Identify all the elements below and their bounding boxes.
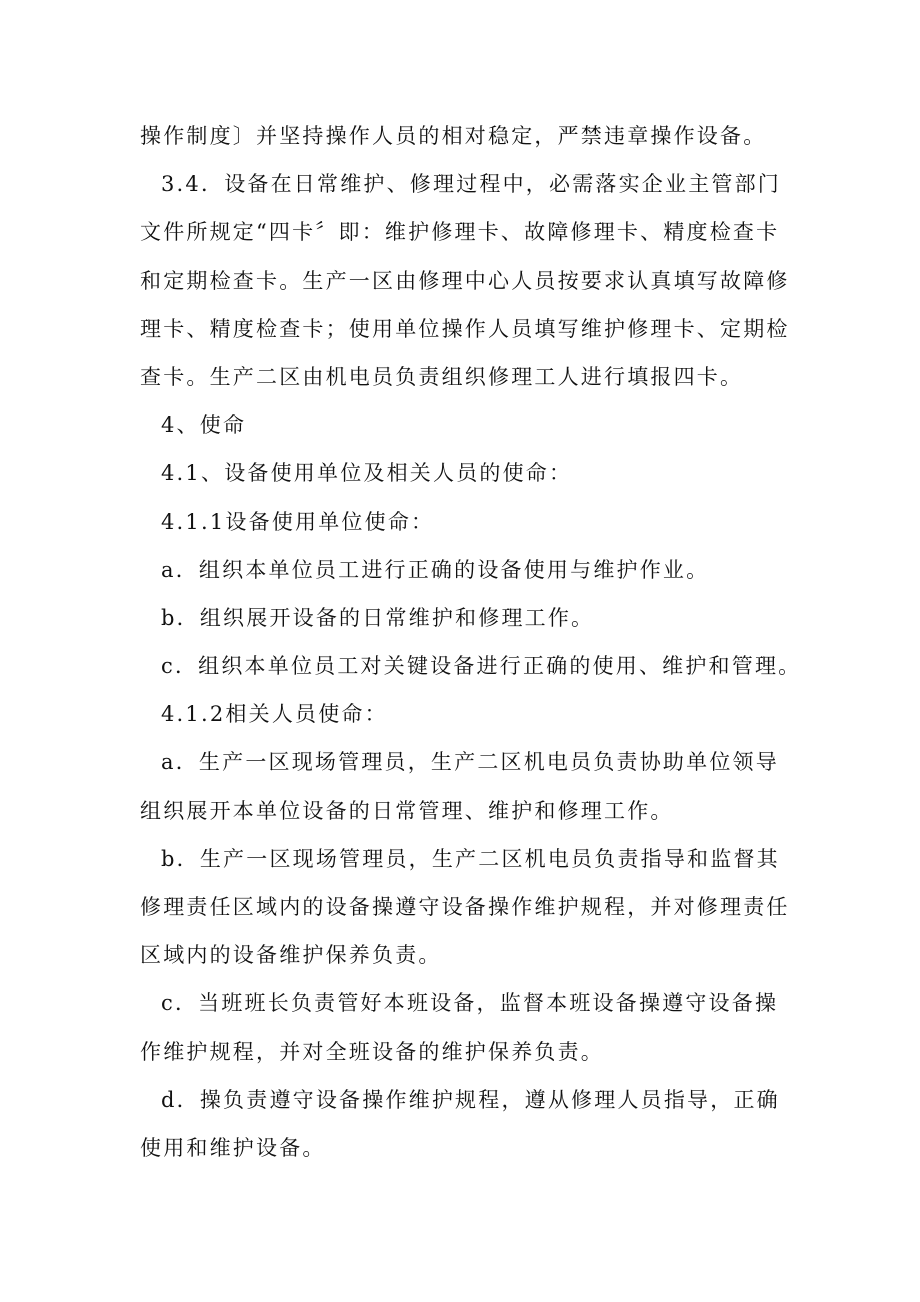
text-line-6: 查卡。生产二区由机电员负责组织修理工人进行填报四卡。: [140, 364, 744, 389]
text-line-3: 文件所规定“四卡〞即：维护修理卡、故障修理卡、精度检查卡: [140, 220, 780, 245]
list-item-c-2-cont: 作维护规程，并对全班设备的维护保养负责。: [140, 1039, 604, 1064]
list-item-b-2-cont-1: 修理责任区域内的设备操遵守设备操作维护规程，并对修理责任: [140, 895, 790, 919]
list-item-b-2-cont-2: 区域内的设备维护保养负责。: [140, 943, 442, 968]
list-item-a-1: a．组织本单位员工进行正确的设备使用与维护作业。: [161, 557, 710, 582]
subsection-heading-4-1-2: 4.1.2相关人员使命：: [161, 702, 388, 727]
list-item-c-1: c．组织本单位员工对关键设备进行正确的使用、维护和管理。: [161, 654, 802, 679]
list-item-c-2: c．当班班长负责管好本班设备，监督本班设备操遵守设备操: [161, 991, 779, 1016]
text-line-1: 操作制度〕并坚持操作人员的相对稳定，严禁违章操作设备。: [140, 124, 767, 148]
list-item-a-2-cont: 组织展开本单位设备的日常管理、维护和修理工作。: [140, 798, 674, 823]
list-item-b-2: b．生产一区现场管理员，生产二区机电员负责指导和监督其: [161, 846, 780, 871]
list-item-d-2-cont: 使用和维护设备。: [140, 1135, 326, 1160]
section-heading-4: 4、使命: [161, 413, 247, 438]
subsection-heading-4-1-1: 4.1.1设备使用单位使命：: [161, 509, 435, 534]
list-item-b-1: b．组织展开设备的日常维护和修理工作。: [161, 605, 595, 630]
list-item-a-2: a．生产一区现场管理员，生产二区机电员负责协助单位领导: [161, 750, 779, 775]
list-item-d-2: d．操负责遵守设备操作维护规程，遵从修理人员指导，正确: [161, 1087, 780, 1112]
text-line-4: 和定期检查卡。生产一区由修理中心人员按要求认真填写故障修: [140, 268, 790, 293]
text-line-2: 3.4．设备在日常维护、修理过程中，必需落实企业主管部门: [161, 172, 781, 197]
subsection-heading-4-1: 4.1、设备使用单位及相关人员的使命：: [161, 461, 573, 486]
text-line-5: 理卡、精度检查卡；使用单位操作人员填写维护修理卡、定期检: [140, 316, 790, 341]
